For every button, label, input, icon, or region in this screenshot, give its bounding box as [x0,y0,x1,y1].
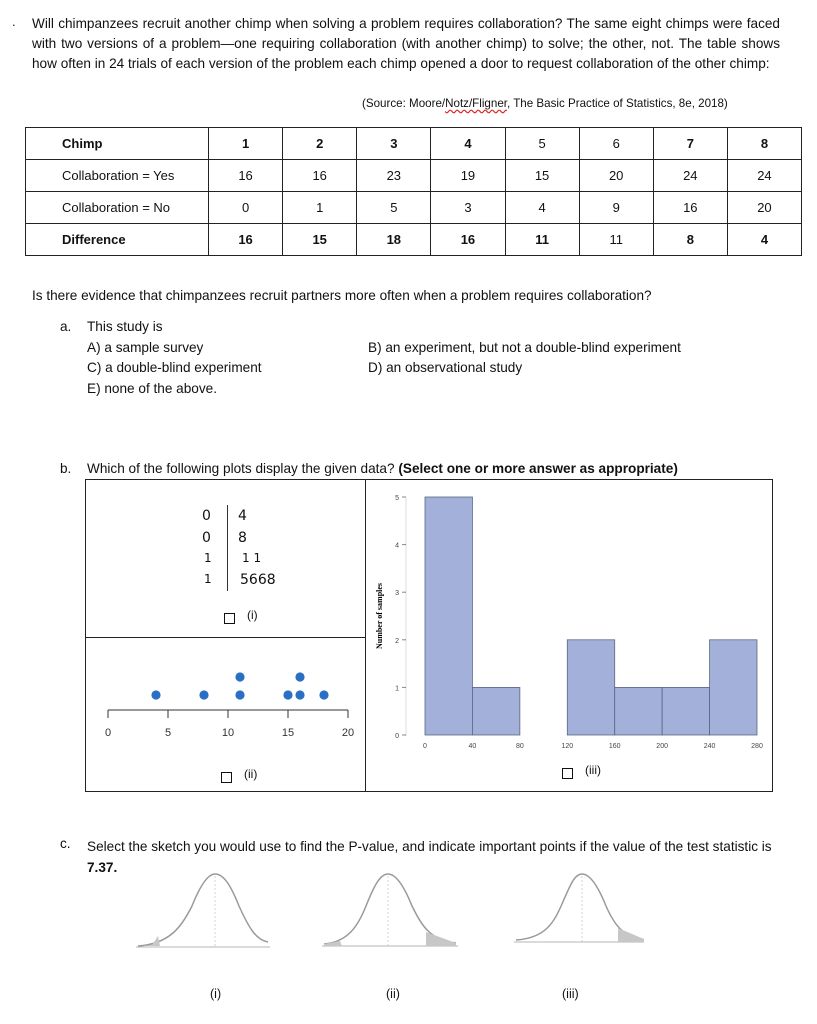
row-label: Collaboration = Yes [26,160,209,192]
table-cell: 11 [505,224,579,256]
dotplot-tick-label: 0 [104,727,112,739]
part-b-stem-text: Which of the following plots display the given data? [87,461,399,476]
intro-paragraph: Will chimpanzees recruit another chimp when solving a problem requires collaboration? The same eight chimps were faced with two versions of a problem—one requiring collaboration (with another chimp) to solve; the other, not. The table shows how often in 24 trials of each version of the problem each chimp opened a door to request collaboration of the other chimp: [32,16,780,71]
row-label: Collaboration = No [26,192,209,224]
leaf: 5668 [240,572,276,588]
source-suffix: , The Basic Practice of Statistics, 8e, 2018) [506,97,728,110]
row-label: Difference [26,224,209,256]
sketch-ii-shade-right [426,932,456,946]
dotplot-point [295,672,304,681]
histogram-xtick-label: 40 [468,743,477,750]
part-b-letter: b. [60,461,72,476]
table-cell: 1 [209,128,283,160]
table-cell: 5 [505,128,579,160]
table-cell: 1 [283,192,357,224]
caption-plot-i: (i) [247,608,258,622]
dotplot-point [235,690,244,699]
main-question: Is there evidence that chimpanzees recruit partners more often when a problem requires collaboration? [32,288,652,303]
leaf: 4 [238,508,247,524]
table-row-no [26,192,802,224]
histogram-bar [472,687,519,735]
dotplot-point [295,690,304,699]
histogram-bar [710,640,757,735]
histogram-ytick-label: 5 [395,495,399,502]
source-authors: Notz/Fligner [445,97,507,110]
table-cell: 16 [209,224,283,256]
sketch-i-curve [138,874,268,946]
dotplot-svg [86,638,365,753]
table-cell: 4 [431,128,505,160]
table-cell: 16 [283,160,357,192]
part-c-value: 7.37. [87,860,118,875]
sketch-iii-curve [516,874,642,940]
sketch-iii[interactable] [510,866,660,966]
option-a[interactable]: A) a sample survey [87,340,204,355]
table-cell: 16 [209,160,283,192]
table-cell: 3 [431,192,505,224]
option-e[interactable]: E) none of the above. [87,381,217,396]
part-b-stem-bold: (Select one or more answer as appropriate) [398,461,678,476]
part-c-stem: Select the sketch you would use to find the P-value, and indicate important points if the value of the test statistic is [87,839,772,854]
sketch-ii-curve [324,874,456,944]
histogram-ytick-label: 4 [395,542,399,550]
checkbox-plot-iii[interactable] [562,766,573,784]
histogram-bar [615,687,662,735]
table-cell: 6 [579,128,653,160]
table-cell: 2 [283,128,357,160]
dotplot-point [151,690,160,699]
histogram-ytick-label: 3 [395,590,399,598]
sketch-iii-caption: (iii) [562,987,579,1001]
histogram-xtick-label: 280 [751,743,763,750]
dotplot-point [199,690,208,699]
table-cell: 7 [653,128,727,160]
stem: 0 [202,530,211,546]
sketch-ii-caption: (ii) [386,987,400,1001]
table-cell: 23 [357,160,431,192]
table-cell: 15 [283,224,357,256]
histogram-xtick-label: 80 [515,743,524,750]
table-cell: 11 [579,224,653,256]
table-cell: 9 [579,192,653,224]
dotplot-tick-label: 15 [281,727,295,739]
part-a-stem: This study is [87,319,163,334]
histogram-xtick-label: 160 [608,743,621,750]
caption-plot-ii: (ii) [244,767,258,781]
histogram-ytick-label: 1 [395,685,399,693]
table-cell: 20 [579,160,653,192]
checkbox-icon[interactable] [224,613,235,624]
histogram-bar [567,640,614,735]
table-cell: 4 [505,192,579,224]
sketch-i[interactable] [130,866,280,966]
intro-bullet: . [12,14,16,29]
table-cell: 8 [727,128,801,160]
table-cell: 19 [431,160,505,192]
checkbox-icon[interactable] [562,768,573,779]
histogram-ytick-label: 0 [395,733,399,740]
table-cell: 15 [505,160,579,192]
option-d[interactable]: D) an observational study [368,360,523,375]
histogram-xtick-label: 0 [423,743,427,750]
histogram-svg [366,480,770,765]
option-c[interactable]: C) a double-blind experiment [87,360,262,375]
dotplot-tick-label: 5 [164,727,172,739]
table-cell: 24 [727,160,801,192]
stemplot-divider [227,505,228,591]
histogram-ylabel: Number of samples [375,582,384,650]
stemplot [190,505,320,595]
checkbox-plot-i[interactable] [224,611,235,629]
table-row-yes [26,160,802,192]
leaf: 1 1 [242,551,262,565]
sketch-iii-shade [618,928,644,942]
sketch-i-caption: (i) [210,987,222,1001]
table-cell: 3 [357,128,431,160]
source-prefix: (Source: Moore/ [362,97,446,110]
caption-plot-iii: (iii) [585,763,601,777]
source-citation [362,97,728,110]
table-cell: 20 [727,192,801,224]
option-b[interactable]: B) an experiment, but not a double-blind experiment [368,340,681,355]
checkbox-icon[interactable] [221,772,232,783]
histogram-bar [425,497,472,735]
dotplot-tick-label: 10 [221,727,235,739]
chimp-data-table [25,127,802,256]
dotplot-point [235,672,244,681]
table-cell: 18 [357,224,431,256]
leaf: 8 [238,530,247,546]
table-cell: 16 [653,192,727,224]
table-cell: 8 [653,224,727,256]
histogram-xtick-label: 120 [561,743,574,750]
sketch-ii[interactable] [318,866,468,966]
stem: 1 [204,551,212,565]
part-c-letter: c. [60,836,71,851]
histogram-bar [662,687,709,735]
stem: 1 [204,572,212,586]
histogram-xtick-label: 200 [656,743,668,750]
row-label: Chimp [26,128,209,160]
table-row-chimp [26,128,802,160]
dotplot-tick-label: 20 [341,727,355,739]
table-cell: 0 [209,192,283,224]
table-cell: 5 [357,192,431,224]
table-cell: 24 [653,160,727,192]
table-cell: 16 [431,224,505,256]
part-a-letter: a. [60,319,72,334]
table-row-difference [26,224,802,256]
stem: 0 [202,508,211,524]
histogram-ytick-label: 2 [395,637,399,645]
histogram-xtick-label: 240 [703,743,716,750]
part-b-stem [87,461,678,476]
table-cell: 4 [727,224,801,256]
dotplot-point [319,690,328,699]
checkbox-plot-ii[interactable] [221,770,232,788]
dotplot-point [283,690,292,699]
